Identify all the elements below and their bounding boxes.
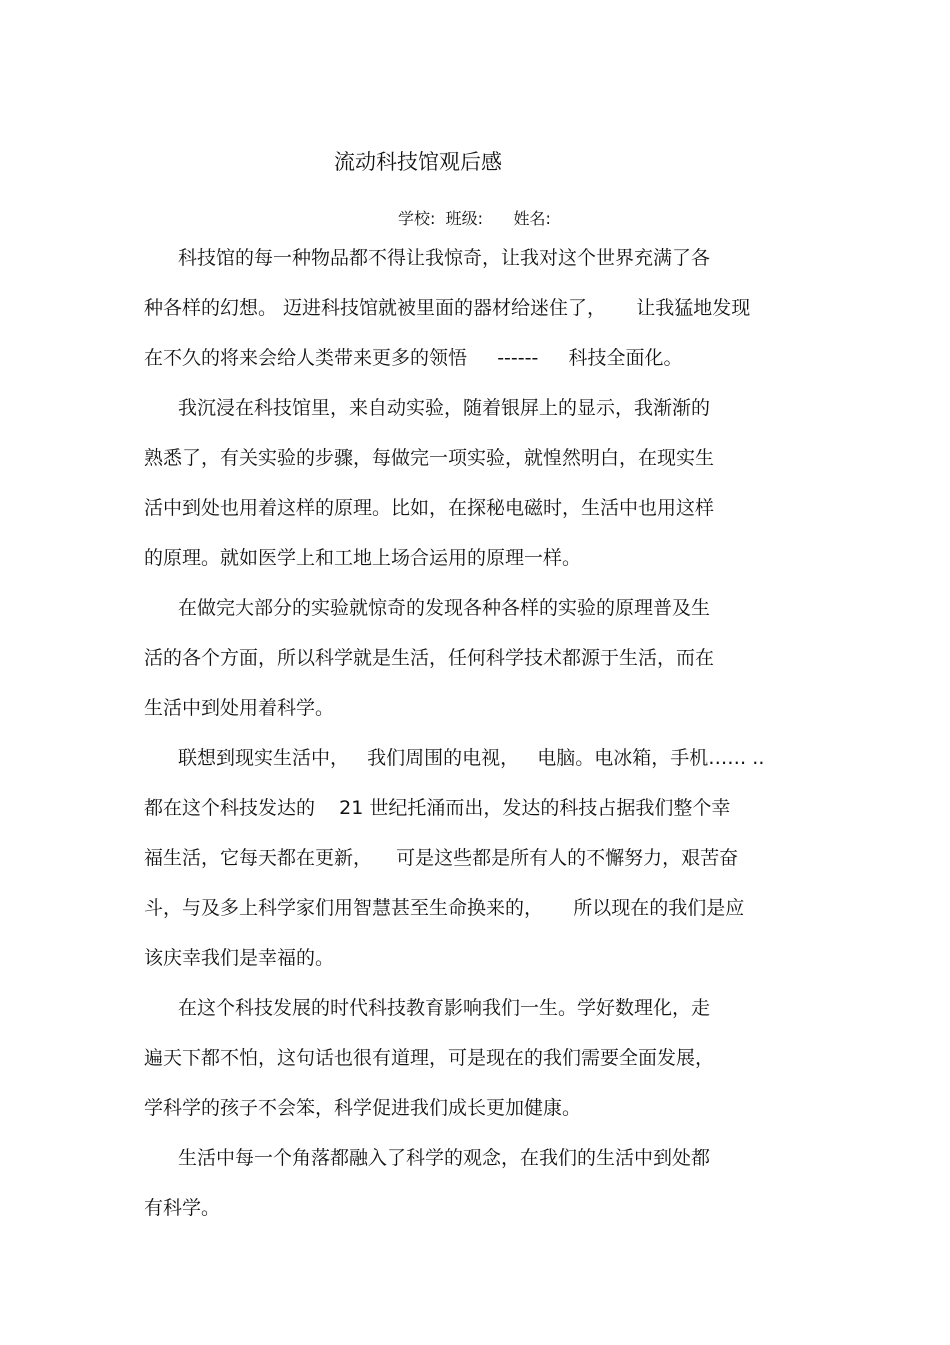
document-title: 流动科技馆观后感: [334, 150, 502, 174]
paragraph-4-line-3: 福生活，它每天都在更新， 可是这些都是所有人的不懈努力，艰苦奋: [144, 847, 739, 869]
paragraph-5-line-1: 在这个科技发展的时代科技教育影响我们一生。学好数理化，走: [178, 997, 711, 1019]
paragraph-1-line-1: 科技馆的每一种物品都不得让我惊奇，让我对这个世界充满了各: [178, 247, 711, 269]
paragraph-4-line-2: 都在这个科技发达的 21 世纪托涌而出，发达的科技占据我们整个幸: [144, 797, 731, 819]
paragraph-3-line-1: 在做完大部分的实验就惊奇的发现各种各样的实验的原理普及生: [178, 597, 711, 619]
paragraph-3-line-3: 生活中到处用着科学。: [144, 697, 335, 719]
paragraph-2-line-3: 活中到处也用着这样的原理。比如，在探秘电磁时，生活中也用这样: [144, 497, 715, 519]
paragraph-2-line-2: 熟悉了，有关实验的步骤，每做完一项实验，就惶然明白，在现实生: [144, 447, 715, 469]
paragraph-6-line-2: 有科学。: [144, 1197, 221, 1219]
paragraph-5-line-2: 遍天下都不怕，这句话也很有道理，可是现在的我们需要全面发展，: [144, 1047, 715, 1069]
paragraph-3-line-2: 活的各个方面，所以科学就是生活，任何科学技术都源于生活，而在: [144, 647, 715, 669]
paragraph-5-line-3: 学科学的孩子不会笨，科学促进我们成长更加健康。: [144, 1097, 582, 1119]
paragraph-2-line-4: 的原理。就如医学上和工地上场合运用的原理一样。: [144, 547, 582, 569]
paragraph-6-line-1: 生活中每一个角落都融入了科学的观念，在我们的生活中到处都: [178, 1147, 711, 1169]
paragraph-1-line-2: 种各样的幻想。 迈进科技馆就被里面的器材给迷住了， 让我猛地发现: [144, 297, 751, 319]
paragraph-4-line-1: 联想到现实生活中， 我们周围的电视， 电脑。电冰箱，手机…… ..: [178, 747, 765, 769]
student-info-line: 学校: 班级: 姓名:: [398, 209, 551, 228]
paragraph-1-line-3: 在不久的将来会给人类带来更多的领悟 ------ 科技全面化。: [144, 347, 683, 369]
paragraph-2-line-1: 我沉浸在科技馆里，来自动实验，随着银屏上的显示，我渐渐的: [178, 397, 711, 419]
paragraph-4-line-5: 该庆幸我们是幸福的。: [144, 947, 335, 969]
paragraph-4-line-4: 斗，与及多上科学家们用智慧甚至生命换来的， 所以现在的我们是应: [144, 897, 745, 919]
